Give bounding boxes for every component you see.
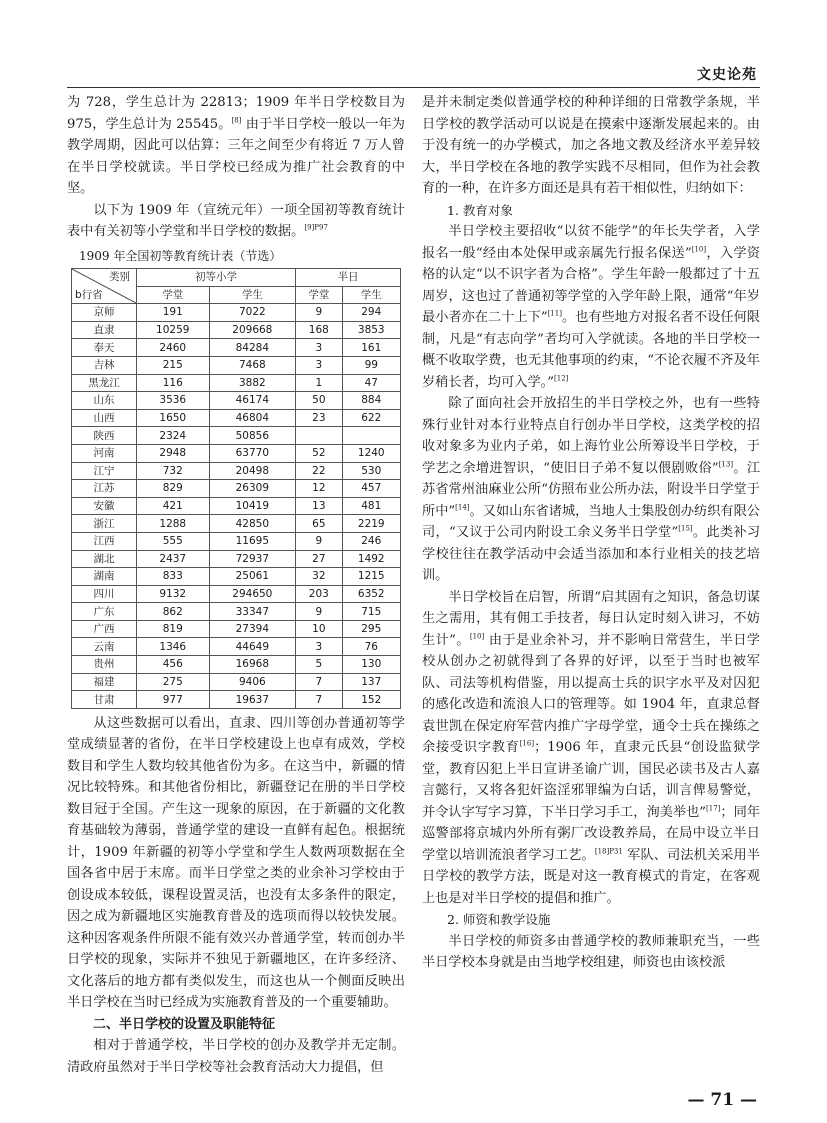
paragraph: 半日学校主要招收“以贫不能学”的年长失学者，入学报名一般“经由本处保甲或亲属先行报名保送”[10]，入学资格的认定“以不识字者为合格”。学生年龄一般都过了十五周岁，这也过了普通初等学堂的入学年龄上限，通常“年岁最小者亦在二十上下”[11]。也有些地方对报名者不设任何限制，凡是“有志向学”者均可入学就读。各地的半日学校一概不收取学费，也无其他事项的约束，“不论衣履不齐及年岁稍长者，均可入学。”[12]: [422, 224, 761, 390]
value-cell: 246: [342, 532, 400, 550]
table-row: [72, 374, 401, 392]
value-cell: 152: [342, 691, 400, 709]
value-cell: 2324: [137, 427, 210, 445]
value-cell: 32: [296, 568, 342, 586]
subsection-heading: 1. 教育对象: [447, 202, 513, 218]
value-cell: 47: [342, 374, 400, 392]
value-cell: 23: [296, 409, 342, 427]
value-cell: 25061: [209, 568, 296, 586]
value-cell: 76: [342, 638, 400, 656]
province-cell: 江苏: [72, 480, 137, 498]
province-cell: 广东: [72, 603, 137, 621]
value-cell: 50: [296, 392, 342, 410]
table-row: [72, 585, 401, 603]
value-cell: 20498: [209, 462, 296, 480]
value-cell: 27: [296, 550, 342, 568]
value-cell: 294650: [209, 585, 296, 603]
province-cell: 湖北: [72, 550, 137, 568]
value-cell: 9: [296, 532, 342, 550]
value-cell: 862: [137, 603, 210, 621]
table-row: [72, 497, 401, 515]
value-cell: 833: [137, 568, 210, 586]
table-row: [72, 444, 401, 462]
value-cell: 130: [342, 656, 400, 674]
province-cell: 吉林: [72, 356, 137, 374]
table-row: [72, 673, 401, 691]
value-cell: 3: [296, 356, 342, 374]
citation: [12]: [554, 374, 569, 383]
value-cell: 9406: [209, 673, 296, 691]
header-rule: [67, 87, 760, 88]
province-cell: 浙江: [72, 515, 137, 533]
table-subheader: 学堂: [296, 286, 342, 304]
citation: [15]: [678, 524, 693, 533]
value-cell: 9: [296, 304, 342, 322]
value-cell: 84284: [209, 339, 296, 357]
value-cell: 44649: [209, 638, 296, 656]
value-cell: 1240: [342, 444, 400, 462]
value-cell: 884: [342, 392, 400, 410]
value-cell: 46174: [209, 392, 296, 410]
left-column: [67, 92, 405, 1078]
table-row: [72, 321, 401, 339]
page-number: — 71 —: [687, 1090, 757, 1110]
value-cell: 12: [296, 480, 342, 498]
value-cell: 622: [342, 409, 400, 427]
province-cell: 江宁: [72, 462, 137, 480]
value-cell: 33347: [209, 603, 296, 621]
value-cell: 295: [342, 620, 400, 638]
value-cell: 530: [342, 462, 400, 480]
value-cell: 26309: [209, 480, 296, 498]
province-cell: 江西: [72, 532, 137, 550]
value-cell: [296, 427, 342, 445]
value-cell: 275: [137, 673, 210, 691]
value-cell: 6352: [342, 585, 400, 603]
province-cell: 直隶: [72, 321, 137, 339]
table-corner-cell: 类别 b行省: [72, 269, 137, 304]
value-cell: 3: [296, 339, 342, 357]
value-cell: 2948: [137, 444, 210, 462]
value-cell: 16968: [209, 656, 296, 674]
value-cell: 27394: [209, 620, 296, 638]
paragraph: 是并未制定类似普通学校的种种详细的日常教学条规，半日学校的教学活动可以说是在摸索中逐渐发展起来的。由于没有统一的办学模式，加之各地文教及经济水平差异较大，半日学校在各地的教学实践不尽相同，但作为社会教育的一种，在许多方面还是具有若干相似性，归纳如下：: [422, 95, 760, 196]
statistics-table: [71, 268, 401, 709]
value-cell: 457: [342, 480, 400, 498]
province-cell: 福建: [72, 673, 137, 691]
value-cell: 715: [342, 603, 400, 621]
province-cell: 四川: [72, 585, 137, 603]
table-row: [72, 515, 401, 533]
value-cell: 22: [296, 462, 342, 480]
table-row: [72, 356, 401, 374]
value-cell: 9132: [137, 585, 210, 603]
value-cell: 3536: [137, 392, 210, 410]
table-row: [72, 603, 401, 621]
value-cell: 1346: [137, 638, 210, 656]
value-cell: 63770: [209, 444, 296, 462]
table-row: [72, 392, 401, 410]
province-cell: 河南: [72, 444, 137, 462]
value-cell: 116: [137, 374, 210, 392]
citation: [8]: [231, 116, 242, 125]
paragraph: 相对于普通学校，半日学校的创办及教学并无定制。清政府虽然对于半日学校等社会教育活动大力提倡，但: [67, 1038, 405, 1075]
value-cell: 2460: [137, 339, 210, 357]
value-cell: 3853: [342, 321, 400, 339]
value-cell: 481: [342, 497, 400, 515]
citation: [10]: [469, 632, 485, 641]
value-cell: 209668: [209, 321, 296, 339]
province-cell: 京师: [72, 304, 137, 322]
province-cell: 贵州: [72, 656, 137, 674]
table-body: [72, 304, 401, 709]
table-row: [72, 550, 401, 568]
province-cell: 山西: [72, 409, 137, 427]
value-cell: 10259: [137, 321, 210, 339]
value-cell: 7022: [209, 304, 296, 322]
value-cell: 3882: [209, 374, 296, 392]
table-subheader: 学生: [209, 286, 296, 304]
value-cell: 10: [296, 620, 342, 638]
table-group-header: 半日: [296, 269, 401, 287]
paragraph: 半日学校的师资多由普通学校的教师兼职充当，一些半日学校本身就是由当地学校组建，师资也由该校派: [422, 933, 760, 970]
value-cell: 977: [137, 691, 210, 709]
province-cell: 广西: [72, 620, 137, 638]
value-cell: 7: [296, 673, 342, 691]
citation: [16]: [519, 739, 535, 748]
citation: [10]: [691, 245, 707, 254]
value-cell: 7: [296, 691, 342, 709]
value-cell: 65: [296, 515, 342, 533]
section-title: 文史论苑: [697, 67, 757, 83]
value-cell: 294: [342, 304, 400, 322]
paragraph: 半日学校旨在启智，所谓“启其固有之知识，备急切谋生之需用，其有佣工手技者，每日认定时刻入讲习，不妨生计”。[10] 由于是业余补习，并不影响日常营生，半日学校从创办之初就得到了各界的好评，以至于当时也被军队、司法等机构借鉴，用以提高士兵的识字水平及对囚犯的感化改造和流浪人口的管理等。如 1904 年，直隶总督袁世凯在保定府军营内推广字母学堂，通令士兵在操练之余接受识字教育[16]；1906 年，直隶元氏县“创设监狱学堂，教育囚犯上半日宣讲圣谕广训，国民必读书及古人嘉言懿行，又将各犯奸盗淫邪罪编为白话，训言俾易警觉，并令认字写字习算，下半日学习手工，洵美举也”[17]；同年巡警部将京城内外所有粥厂改设教养局，在局中设立半日学堂以培训流浪者学习工艺。$^{[18]P31}$ 军队、司法机关采用半日学校的教学方法，既是对这一教育模式的肯定，在客观上也是对半日学校的提倡和推广。: [422, 589, 761, 906]
value-cell: 203: [296, 585, 342, 603]
value-cell: 161: [342, 339, 400, 357]
subsection-heading: 2. 师资和教学设施: [447, 912, 551, 927]
value-cell: 2219: [342, 515, 400, 533]
value-cell: 1: [296, 374, 342, 392]
paragraph: 以下为 1909 年（宣统元年）一项全国初等教育统计表中有关初等小学堂和半日学校的数据。$^{[9]P97}$: [67, 202, 405, 239]
citation: [14]: [455, 503, 470, 512]
table-row: [72, 656, 401, 674]
value-cell: 829: [137, 480, 210, 498]
value-cell: 555: [137, 532, 210, 550]
right-column: [422, 92, 760, 974]
value-cell: 50856: [209, 427, 296, 445]
province-cell: 奉天: [72, 339, 137, 357]
value-cell: 3: [296, 638, 342, 656]
table-subheader: 学生: [342, 286, 400, 304]
table-row: [72, 427, 401, 445]
citation: [18]P31: [594, 847, 623, 856]
value-cell: 7468: [209, 356, 296, 374]
value-cell: 52: [296, 444, 342, 462]
value-cell: 819: [137, 620, 210, 638]
province-cell: 山东: [72, 392, 137, 410]
citation: [9]P97: [304, 223, 328, 232]
citation: [17]: [706, 804, 721, 813]
value-cell: 456: [137, 656, 210, 674]
table-row: [72, 638, 401, 656]
table-row: [72, 691, 401, 709]
value-cell: 42850: [209, 515, 296, 533]
table-group-header: 初等小学: [137, 269, 296, 287]
province-cell: 黑龙江: [72, 374, 137, 392]
table-row: [72, 409, 401, 427]
province-cell: 湖南: [72, 568, 137, 586]
value-cell: 2437: [137, 550, 210, 568]
table-row: [72, 532, 401, 550]
value-cell: 11695: [209, 532, 296, 550]
value-cell: 19637: [209, 691, 296, 709]
paragraph: 从这些数据可以看出，直隶、四川等创办普通初等学堂成绩显著的省份，在半日学校建设上也卓有成效，学校数目和学生人数均较其他省份为多。在这当中，新疆的情况比较特殊。和其他省份相比，新疆登记在册的半日学校数目冠于全国。产生这一现象的原因，在于新疆的文化教育基础较为薄弱，普通学堂的建设一直鲜有起色。根据统计，1909 年新疆的初等小学堂和学生人数两项数据在全国各省中居于末席。而半日学堂之类的业余补习学校由于创设成本较低，课程设置灵活，也没有太多条件的限定，因之成为新疆地区实施教育普及的选项而得以较快发展。这种因客观条件所限不能有效兴办普通学堂，转而创办半日学校的现象，实际并不独见于新疆地区，在许多经济、文化落后的地方都有类似发生，而这也从一个侧面反映出半日学校在当时已经成为实施教育普及的一个重要辅助。: [67, 715, 405, 1011]
value-cell: 13: [296, 497, 342, 515]
value-cell: 1288: [137, 515, 210, 533]
value-cell: 10419: [209, 497, 296, 515]
value-cell: 9: [296, 603, 342, 621]
value-cell: 1492: [342, 550, 400, 568]
value-cell: 1215: [342, 568, 400, 586]
table-row: [72, 462, 401, 480]
paragraph: 为 728，学生总计为 22813；1909 年半日学校数目为 975，学生总计为 25545。[8] 由于半日学校一般以一年为教学周期，因此可以估算：三年之间至少有将近 7 万人曾在半日学校就读。半日学校已经成为推广社会教育的中坚。: [67, 95, 405, 196]
value-cell: 215: [137, 356, 210, 374]
value-cell: 191: [137, 304, 210, 322]
value-cell: 46804: [209, 409, 296, 427]
value-cell: 99: [342, 356, 400, 374]
province-cell: 陕西: [72, 427, 137, 445]
table-row: [72, 480, 401, 498]
value-cell: 421: [137, 497, 210, 515]
value-cell: [342, 427, 400, 445]
table-row: [72, 339, 401, 357]
table-subheader: 学堂: [137, 286, 210, 304]
province-cell: 安徽: [72, 497, 137, 515]
citation: [13]: [718, 460, 734, 469]
value-cell: 168: [296, 321, 342, 339]
province-cell: 甘肃: [72, 691, 137, 709]
section-heading: 二、半日学校的设置及职能特征: [93, 1016, 276, 1032]
value-cell: 137: [342, 673, 400, 691]
paragraph: 除了面向社会开放招生的半日学校之外，也有一些特殊行业针对本行业特点自行创办半日学校，这类学校的招收对象多为业内子弟，如上海竹业公所筹设半日学校，于学艺之余增进智识，“使旧日子弟不复以偎剧败俗”[13]。江苏省常州油麻业公所“仿照布业公所办法，附设半日学堂于所中”[14]。又如山东省诸城，当地人士集股创办纺织有限公司，“又议于公司内附设工余义务半日学堂”[15]。此类补习学校往往在教学活动中会适当添加和本行业相关的技艺培训。: [422, 396, 761, 583]
value-cell: 1650: [137, 409, 210, 427]
table-row: [72, 568, 401, 586]
province-cell: 云南: [72, 638, 137, 656]
citation: [11]: [547, 309, 562, 318]
value-cell: 72937: [209, 550, 296, 568]
value-cell: 732: [137, 462, 210, 480]
table-row: [72, 620, 401, 638]
value-cell: 5: [296, 656, 342, 674]
table-caption: 1909 年全国初等教育统计表（节选）: [79, 248, 282, 263]
table-row: [72, 304, 401, 322]
